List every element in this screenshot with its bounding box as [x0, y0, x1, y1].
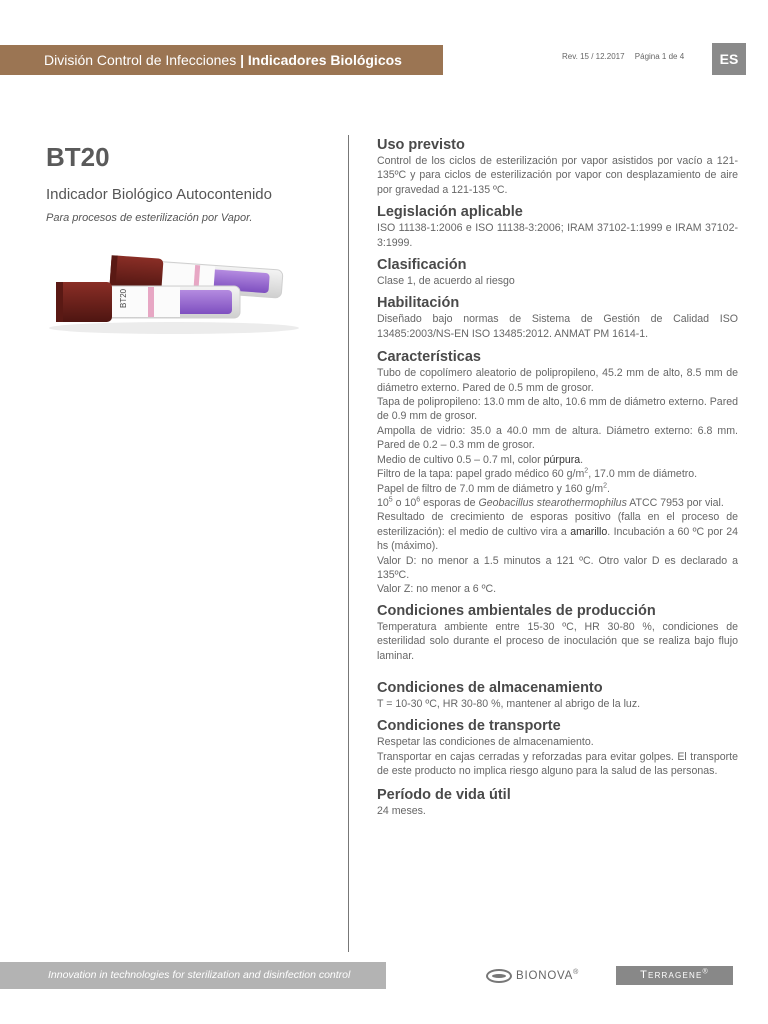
- terragene-wordmark: Terragene: [640, 969, 703, 981]
- section-caracteristicas: [377, 349, 738, 597]
- section-title: Período de vida útil: [377, 786, 511, 803]
- product-name: Indicador Biológico Autocontenido: [46, 186, 272, 203]
- section-transporte: [377, 718, 738, 778]
- section-text: Diseñado bajo normas de Sistema de Gestión de Calidad ISO 13485:2003/NS-EN ISO 13485:2012. ANMAT PM 1614-1.: [377, 313, 738, 340]
- spec-ampoule: Ampolla de vidrio: 35.0 a 40.0 mm de altura. Diámetro externo: 6.8 mm. Pared de 0.2 – 0.3 mm de grosor.: [377, 424, 738, 452]
- page-number: Página 1 de 4: [634, 52, 685, 61]
- vial-label: BT20: [119, 288, 128, 308]
- section-text: Clase 1, de acuerdo al riesgo: [377, 275, 515, 288]
- section-text: Temperatura ambiente entre 15-30 ºC, HR 30-80 %, condiciones de esterilidad solo durante el proceso de inoculación que se realiza bajo flujo laminar.: [377, 620, 738, 662]
- product-use: Para procesos de esterilización por Vapor.: [46, 212, 253, 224]
- division-label: División Control de Infecciones: [44, 52, 237, 68]
- product-image: [44, 252, 309, 336]
- section-title: Condiciones ambientales de producción: [377, 602, 656, 619]
- section-condiciones-ambientales: [377, 603, 738, 663]
- bionova-mark-icon: [486, 969, 512, 983]
- spec-d-value: Valor D: no menor a 1.5 minutos a 121 ºC. Otro valor D es declarado a 135ºC.: [377, 554, 738, 581]
- spec-filter-paper: Papel de filtro de 7.0 mm de diámetro y 160 $g/m^2$.: [377, 481, 610, 495]
- medium-color: púrpura: [543, 453, 581, 466]
- section-title: Legislación aplicable: [377, 204, 523, 221]
- section-habilitacion: [377, 295, 738, 341]
- section-title: Condiciones de transporte: [377, 718, 561, 735]
- product-code: BT20: [46, 142, 110, 172]
- section-clasificacion: [377, 257, 738, 288]
- spec-z-value: Valor Z: no menor a 6 ºC.: [377, 583, 497, 596]
- section-text: 24 meses.: [377, 804, 426, 817]
- category-label: Indicadores Biológicos: [247, 52, 402, 68]
- section-title: Habilitación: [377, 295, 460, 312]
- result-color: amarillo: [570, 525, 608, 538]
- footer-tagline: Innovation in technologies for sterilization and disinfection control: [0, 962, 386, 989]
- revision-info: [562, 52, 684, 61]
- section-text: Transportar en cajas cerradas y reforzadas para evitar golpes. El transporte de este producto no implica riesgo alguno para la salud de las personas.: [377, 750, 738, 778]
- section-text: Respetar las condiciones de almacenamiento.: [377, 736, 594, 749]
- column-divider: [348, 135, 349, 952]
- bionova-wordmark: BIONOVA: [516, 970, 574, 982]
- revision-label: Rev. 15 / 12.2017: [562, 52, 625, 61]
- header-separator: |: [240, 52, 245, 68]
- section-title: Condiciones de almacenamiento: [377, 679, 603, 696]
- section-legislacion: [377, 204, 738, 250]
- section-title: Clasificación: [377, 257, 467, 274]
- section-vida-util: [377, 787, 738, 818]
- terragene-logo: Terragene®: [616, 966, 733, 985]
- section-text: ISO 11138-1:2006 e ISO 11138-3:2006; IRAM 37102-1:1999 e IRAM 37102-3:1999.: [377, 222, 738, 249]
- section-title: Uso previsto: [377, 137, 465, 153]
- section-title: Características: [377, 349, 481, 366]
- spec-cap: Tapa de polipropileno: 13.0 mm de alto, 10.6 mm de diámetro externo. Pared de 0.9 mm de grosor.: [377, 396, 738, 423]
- bionova-logo: BIONOVA®: [486, 966, 579, 986]
- content-column: [377, 137, 738, 818]
- spec-spores: $10^5$ o $10^6$ esporas de Geobacillus stearothermophilus ATCC 7953 por vial.: [377, 496, 724, 509]
- section-almacenamiento: [377, 680, 738, 711]
- spec-result: Resultado de crecimiento de esporas positivo (falla en el proceso de esterilización): el medio de cultivo vira a amarillo. Incubación a 60 ºC por 24 hs (máximo).: [377, 511, 738, 553]
- spec-tube: Tubo de copolímero aleatorio de polipropileno, 45.2 mm de alto, 8.5 mm de diámetro externo. Pared de 0.5 mm de grosor.: [377, 367, 738, 394]
- section-uso-previsto: [377, 137, 738, 197]
- species-name: Geobacillus stearothermophilus: [478, 496, 627, 509]
- indicator-vials-illustration: [44, 252, 309, 336]
- section-text: Control de los ciclos de esterilización por vapor asistidos por vacío a 121-135ºC y para ciclos de esterilización por vapor con desplazamiento de aire por gravedad a 121-135 ºC.: [377, 155, 738, 196]
- spec-medium: Medio de cultivo 0.5 – 0.7 ml, color púrpura.: [377, 453, 584, 466]
- front-vial: [56, 282, 240, 322]
- section-text: T = 10-30 ºC, HR 30-80 %, mantener al abrigo de la luz.: [377, 697, 641, 710]
- header-bar: [0, 45, 443, 75]
- spec-cap-filter: Filtro de la tapa: papel grado médico 60 $g/m^2$, 17.0 mm de diámetro.: [377, 467, 698, 481]
- language-badge: ES: [712, 43, 746, 75]
